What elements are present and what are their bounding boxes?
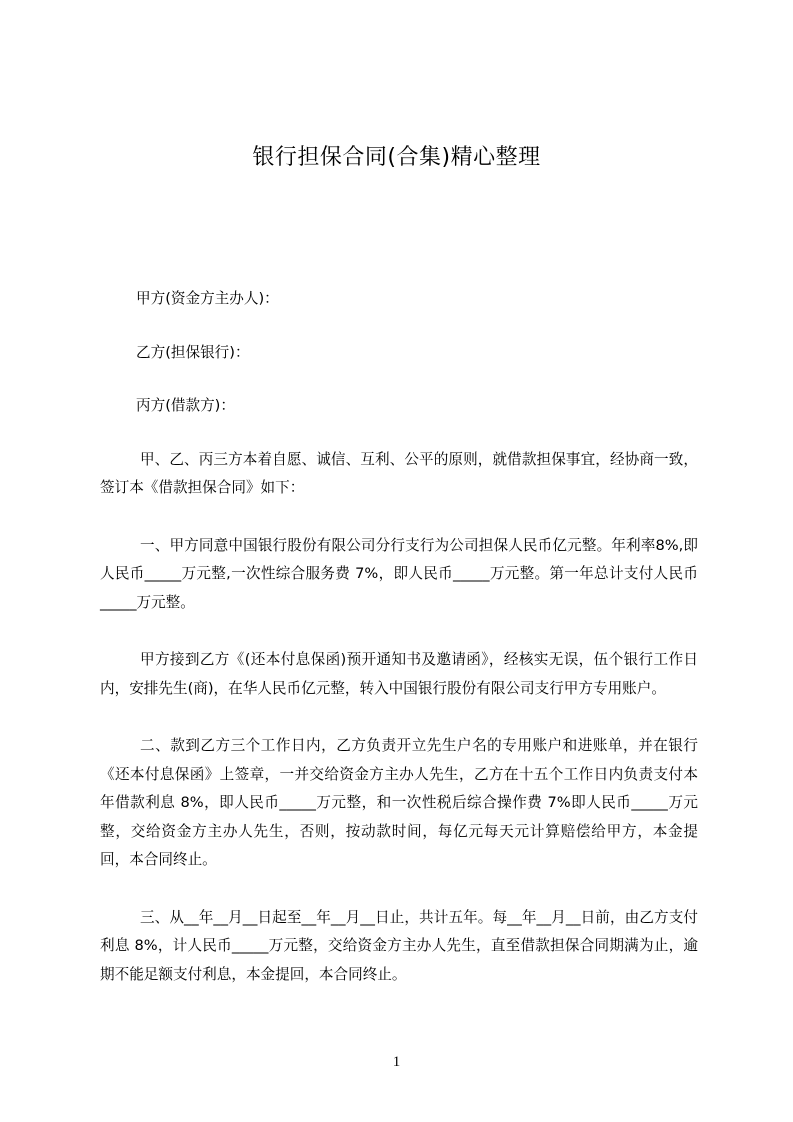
clause-three-paragraph: 三、从__年__月__日起至__年__月__日止，共计五年。每__年__月__日前，由乙方支付利息 8%，计人民币_____万元整，交给资金方主办人先生，直至借款担保合同期满为止，逾期不能足额支付利息，本金提回，本合同终止。 bbox=[100, 908, 698, 983]
document-body bbox=[100, 285, 698, 1018]
clause-one-supplement-paragraph: 甲方接到乙方《(还本付息保函)预开通知书及邀请函》，经核实无误，伍个银行工作日内，安排先生(商)，在华人民币亿元整，转入中国银行股份有限公司支行甲方专用账户。 bbox=[100, 651, 698, 697]
document-title: 银行担保合同(合集)精心整理 bbox=[252, 145, 541, 170]
party-a-line: 甲方(资金方主办人)： bbox=[136, 290, 279, 307]
clause-one-paragraph: 一、甲方同意中国银行股份有限公司分行支行为公司担保人民币亿元整。年利率8%,即人民币_____万元整,一次性综合服务费 7%，即人民币_____万元整。第一年总计支付人民币_____万元整。 bbox=[100, 536, 698, 611]
clause-two-paragraph: 二、款到乙方三个工作日内，乙方负责开立先生户名的专用账户和进账单，并在银行《还本付息保函》上签章，一并交给资金方主办人先生，乙方在十五个工作日内负责支付本年借款利息 8%，即人民币_____万元整，和一次性税后综合操作费 7%即人民币_____万元整，交给资金方主办人先生，否则，按动款时间，每亿元每天元计算赔偿给甲方，本金提回，本合同终止。 bbox=[100, 737, 698, 868]
page-number: 1 bbox=[392, 1054, 401, 1070]
preamble-paragraph: 甲、乙、丙三方本着自愿、诚信、互利、公平的原则，就借款担保事宜，经协商一致，签订本《借款担保合同》如下： bbox=[100, 450, 698, 496]
party-b-line: 乙方(担保银行)： bbox=[136, 343, 250, 361]
party-c-line: 丙方(借款方)： bbox=[136, 397, 235, 414]
